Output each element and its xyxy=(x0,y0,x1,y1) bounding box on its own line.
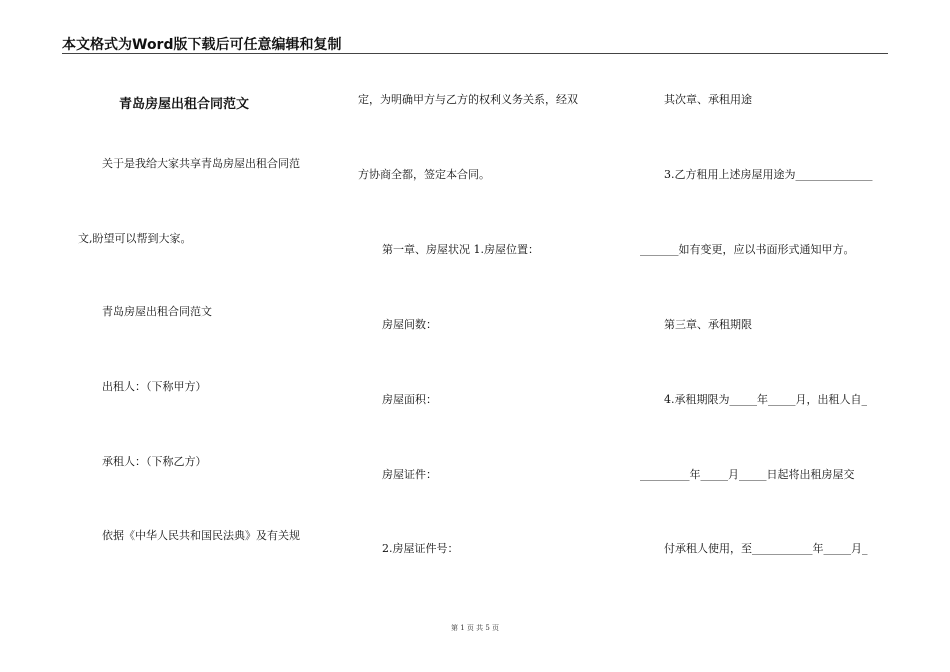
header-rule xyxy=(62,53,888,54)
col1-line: 依据《中华人民共和国民法典》及有关规 xyxy=(102,529,300,542)
col3-line: 其次章、承租用途 xyxy=(664,93,752,106)
col2-line: 房屋证件： xyxy=(382,468,437,481)
col1-line: 承租人：（下称乙方） xyxy=(102,455,207,468)
document-title: 青岛房屋出租合同范文 xyxy=(119,97,250,112)
col2-line: 定，为明确甲方与乙方的权利义务关系，经双 xyxy=(358,93,578,106)
col1-line: 青岛房屋出租合同范文 xyxy=(102,305,212,318)
col3-line: 付承租人使用，至___________年_____月_ xyxy=(664,542,868,555)
col1-line: 文,盼望可以帮到大家。 xyxy=(78,232,192,245)
col2-line: 房屋面积： xyxy=(382,393,437,406)
page-footer: 第 1 页 共 5 页 xyxy=(450,624,500,632)
col2-line: 房屋间数： xyxy=(382,318,437,331)
col3-line: 3.乙方租用上述房屋用途为______________ xyxy=(664,168,873,181)
col2-line: 第一章、房屋状况 1.房屋位置： xyxy=(382,243,539,256)
col3-line: 4.承租期限为_____年_____月，出租人自_ xyxy=(664,393,867,406)
col1-line: 关于是我给大家共享青岛房屋出租合同范 xyxy=(102,157,300,170)
col3-line: 第三章、承租期限 xyxy=(664,318,752,331)
document-header: 本文格式为Word版下载后可任意编辑和复制 xyxy=(62,37,342,53)
col1-line: 出租人：（下称甲方） xyxy=(102,380,207,393)
col3-line: _________年_____月_____日起将出租房屋交 xyxy=(640,468,855,481)
col2-line: 2.房屋证件号： xyxy=(382,542,459,555)
col2-line: 方协商全都，签定本合同。 xyxy=(358,168,490,181)
col3-line: _______如有变更，应以书面形式通知甲方。 xyxy=(640,243,855,256)
